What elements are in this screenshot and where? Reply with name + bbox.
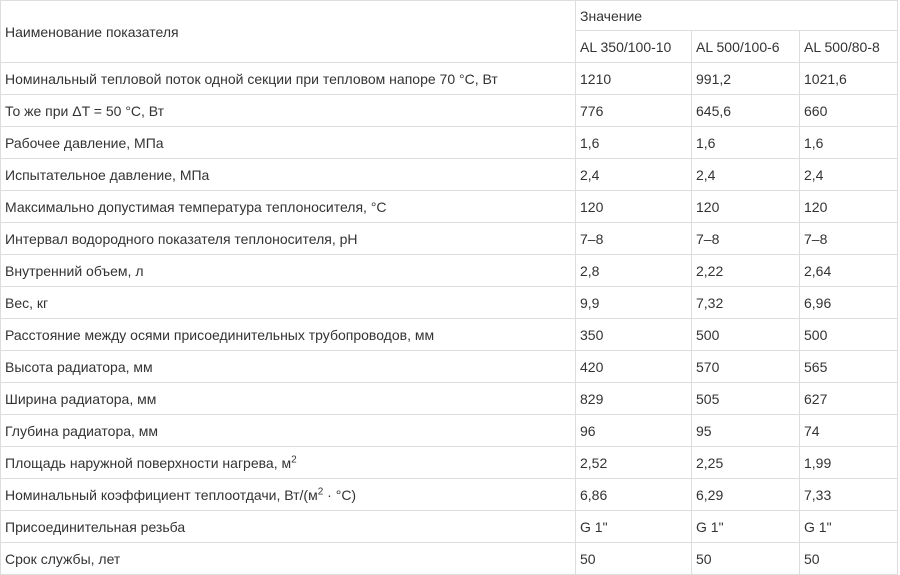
value-cell: 2,22 — [692, 255, 800, 287]
parameter-name-cell — [1, 255, 576, 287]
value-cell: G 1" — [692, 511, 800, 543]
parameter-name-cell — [1, 223, 576, 255]
table-row — [1, 351, 898, 383]
table-row — [1, 319, 898, 351]
table-row — [1, 127, 898, 159]
value-cell: 96 — [576, 415, 692, 447]
value-cell: 991,2 — [692, 63, 800, 95]
parameter-name-cell — [1, 479, 576, 511]
value-cell: 420 — [576, 351, 692, 383]
header-value-cell: Значение — [576, 1, 898, 31]
value-cell: 6,86 — [576, 479, 692, 511]
value-cell: 1,99 — [800, 447, 898, 479]
value-cell: 2,8 — [576, 255, 692, 287]
value-cell: G 1" — [800, 511, 898, 543]
value-cell: 50 — [576, 543, 692, 575]
parameter-name: Номинальный тепловой поток одной секции при тепловом напоре 70 °С, Вт — [5, 70, 498, 87]
parameter-name: Высота радиатора, мм — [5, 358, 153, 375]
unit-superscript: 2 — [317, 485, 324, 497]
value-cell: 829 — [576, 383, 692, 415]
parameter-name-cell — [1, 511, 576, 543]
parameter-name-cell — [1, 127, 576, 159]
parameter-name-cell — [1, 543, 576, 575]
parameter-name: Вес, кг — [5, 294, 49, 311]
parameter-name-cell — [1, 159, 576, 191]
value-cell: 2,64 — [800, 255, 898, 287]
parameter-name-cell — [1, 319, 576, 351]
table-row — [1, 255, 898, 287]
value-cell: 120 — [692, 191, 800, 223]
model-header-cell: AL 500/100-6 — [692, 31, 800, 63]
value-cell: 7–8 — [692, 223, 800, 255]
value-cell: 74 — [800, 415, 898, 447]
table-row — [1, 447, 898, 479]
value-cell: 500 — [692, 319, 800, 351]
table-row — [1, 223, 898, 255]
value-cell: 95 — [692, 415, 800, 447]
model-header-cell: AL 500/80-8 — [800, 31, 898, 63]
parameter-name-cell — [1, 63, 576, 95]
parameter-name-cell — [1, 447, 576, 479]
value-cell: 500 — [800, 319, 898, 351]
parameter-name: Расстояние между осями присоединительных трубопроводов, мм — [5, 326, 435, 343]
parameter-name: Рабочее давление, МПа — [5, 134, 164, 151]
value-cell: 565 — [800, 351, 898, 383]
value-cell: 1,6 — [800, 127, 898, 159]
parameter-name: Присоединительная резьба — [5, 518, 186, 535]
value-cell: 1,6 — [576, 127, 692, 159]
parameter-name: Номинальный коэффициент теплоотдачи, Вт/(м — [5, 486, 318, 503]
parameter-name: То же при ΔT = 50 °С, Вт — [5, 102, 165, 119]
value-cell: 7–8 — [800, 223, 898, 255]
value-cell: 1210 — [576, 63, 692, 95]
header-name-cell: Наименование показателя — [1, 1, 576, 63]
table-row — [1, 479, 898, 511]
value-cell: 9,9 — [576, 287, 692, 319]
parameter-name: Площадь наружной поверхности нагрева, м — [5, 454, 292, 471]
value-cell: 6,96 — [800, 287, 898, 319]
value-cell: 570 — [692, 351, 800, 383]
value-cell: 2,25 — [692, 447, 800, 479]
unit-suffix: · °С) — [323, 486, 357, 503]
table-row — [1, 95, 898, 127]
value-cell: 6,29 — [692, 479, 800, 511]
table-row — [1, 543, 898, 575]
value-cell: 776 — [576, 95, 692, 127]
table-row — [1, 383, 898, 415]
table-row — [1, 287, 898, 319]
value-cell: G 1" — [576, 511, 692, 543]
parameter-name: Внутренний объем, л — [5, 262, 144, 279]
value-cell: 120 — [800, 191, 898, 223]
table-row — [1, 511, 898, 543]
value-cell: 50 — [800, 543, 898, 575]
parameter-name-cell — [1, 95, 576, 127]
table-row — [1, 415, 898, 447]
parameter-name-cell — [1, 415, 576, 447]
model-header-cell: AL 350/100-10 — [576, 31, 692, 63]
value-cell: 1,6 — [692, 127, 800, 159]
parameter-name: Испытательное давление, МПа — [5, 166, 210, 183]
value-cell: 2,4 — [800, 159, 898, 191]
unit-superscript: 2 — [291, 453, 297, 465]
value-cell: 627 — [800, 383, 898, 415]
value-cell: 120 — [576, 191, 692, 223]
parameter-name: Ширина радиатора, мм — [5, 390, 157, 407]
table-row — [1, 63, 898, 95]
table-row — [1, 159, 898, 191]
value-cell: 645,6 — [692, 95, 800, 127]
parameter-name: Срок службы, лет — [5, 550, 121, 567]
header-row — [1, 1, 898, 31]
value-cell: 50 — [692, 543, 800, 575]
value-cell: 2,4 — [576, 159, 692, 191]
parameter-name-cell — [1, 191, 576, 223]
value-cell: 2,52 — [576, 447, 692, 479]
value-cell: 505 — [692, 383, 800, 415]
parameter-name-cell — [1, 351, 576, 383]
value-cell: 1021,6 — [800, 63, 898, 95]
parameter-name-cell — [1, 383, 576, 415]
value-cell: 7,32 — [692, 287, 800, 319]
value-cell: 660 — [800, 95, 898, 127]
value-cell: 350 — [576, 319, 692, 351]
parameter-name-cell — [1, 287, 576, 319]
table-row — [1, 191, 898, 223]
value-cell: 7–8 — [576, 223, 692, 255]
value-cell: 7,33 — [800, 479, 898, 511]
parameter-name: Максимально допустимая температура теплоносителя, °С — [5, 198, 387, 215]
parameter-name: Интервал водородного показателя теплоносителя, pH — [5, 230, 358, 247]
parameter-name: Глубина радиатора, мм — [5, 422, 159, 439]
value-cell: 2,4 — [692, 159, 800, 191]
